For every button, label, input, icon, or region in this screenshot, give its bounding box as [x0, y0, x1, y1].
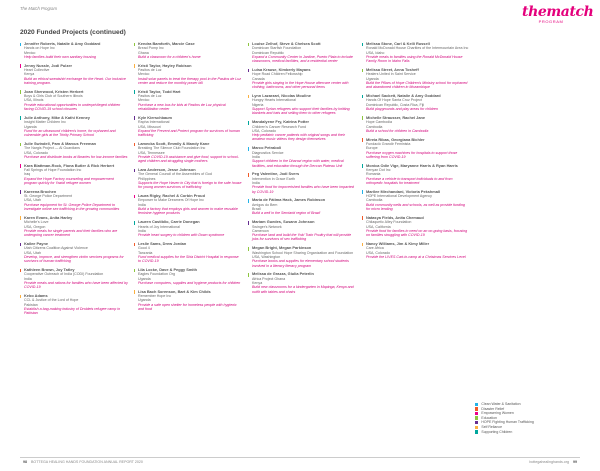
project-entry — [362, 42, 470, 63]
project-organization: Dominican Starfish Foundation — [252, 46, 302, 51]
project-location: USA, Oregon — [24, 224, 46, 229]
project-description: Support Syrian refugees who support their families by knitting blankets and hats and selling them to other refugees — [252, 107, 350, 116]
page-number-left: 98 — [23, 460, 27, 464]
project-organization: Empower to Make Dreamers Of Hope Inc — [138, 198, 204, 203]
project-location: Cambodia — [366, 124, 383, 129]
project-location: Uganda — [24, 124, 37, 129]
project-location: India — [24, 276, 32, 281]
project-location: Canada — [252, 76, 265, 81]
project-name: Kyle Kierschbaum — [138, 114, 172, 120]
project-entry — [134, 168, 242, 189]
project-name: Kebo Adams — [24, 293, 48, 299]
project-location: Europe — [366, 146, 378, 151]
footer-report-name: ANNUAL REPORT 2020 — [103, 460, 143, 464]
project-location: USA, Utah — [24, 250, 41, 255]
project-description: Provide food for impoverished families who have been impacted by COVID-19 — [252, 185, 354, 194]
legend-label: Disaster Relief — [481, 406, 505, 411]
project-location: Tanzania — [138, 250, 153, 255]
project-entry — [248, 272, 356, 293]
project-location: Kenya — [24, 72, 35, 77]
project-organization: Bread Pomp Inc — [138, 46, 164, 51]
project-entry — [20, 116, 128, 137]
project-entry — [134, 290, 242, 311]
project-organization: Heart Collective — [24, 68, 50, 73]
project-entry — [20, 64, 128, 85]
project-description: Provide educational opportunities to underprivileged children facing COVID-19 school closures — [24, 102, 121, 112]
project-location: USA, Colorado — [366, 250, 390, 255]
project-description: Provide girls staying in the Hope House aftercare center with clothing, bathrooms, and other personal items — [252, 80, 349, 90]
project-description: Purchase a new bus for kids at Pasitos de Luz physical rehabilitation center — [138, 102, 226, 112]
project-entry — [248, 120, 356, 141]
project-description: Fund medical supplies for the Shia District Hospital in response to COVID-19 — [138, 254, 239, 264]
project-description: Expand a Community Center in Jardine, Puerto Plata to include classrooms, medical facilities, and a residential center — [252, 54, 353, 64]
project-entry — [362, 190, 470, 211]
project-location: Cambodia — [366, 198, 383, 203]
project-name: Marco Petraboli — [252, 145, 282, 151]
project-description: Provide food for families in need on an on-going basis, focusing on families struggling with COVID-19 — [366, 228, 468, 238]
legend-label: Education — [481, 415, 497, 420]
project-entry — [134, 194, 242, 215]
project-location: Uganda — [138, 276, 151, 281]
project-organization: Children's Cancer Research Fund — [252, 124, 307, 129]
footer-left — [20, 460, 143, 464]
project-entry — [248, 220, 356, 241]
running-head: The Match Program — [20, 6, 58, 11]
project-entry — [134, 268, 242, 285]
project-organization: Care Africa — [366, 246, 384, 251]
project-description: Help pediatric cancer patients with original songs and their amateur music videos they design themselves — [252, 133, 345, 142]
project-description: Develop, improve, and strengthen victim services programs for survivors of human trafficking — [24, 254, 124, 264]
project-name: Monica Odie Vige, Maryanne Harris & Ryan Harris — [366, 162, 458, 168]
project-organization: CCL & Justice of the Lord of Hope — [24, 298, 79, 303]
project-name: Luisa Krause, Kimberly Mayans — [252, 67, 311, 73]
project-entry — [20, 142, 128, 159]
project-name: Kara Blattman-Rock, Fiona Butler & Rick Herbert — [24, 162, 115, 168]
project-description: Provide a safe open shelter for homeless people with hygienic and food — [138, 302, 237, 312]
project-description: Provide meals to families using the Ronald McDonald House Family Room in Idaho Falls — [366, 54, 463, 64]
project-name: Natasya Fields, Anita Chemaud — [366, 214, 424, 220]
project-entry — [134, 90, 242, 111]
project-organization: Diagnostics Service — [252, 150, 284, 155]
project-entry — [134, 64, 242, 85]
project-entry — [362, 94, 470, 111]
project-entry — [20, 190, 128, 211]
legend-label: Clean Water & Sanitation — [481, 402, 521, 406]
project-description: Install solar panels to treat the therapy pool in the Pasitos de Luz center and reduce the monthly power bill — [138, 76, 242, 85]
legend-swatch — [475, 403, 478, 406]
project-organization: Hearts of Joy International — [138, 224, 180, 229]
project-description: Build new classrooms for a kindergarten in Mapinga, Kenya and outfit with tables and chairs — [252, 285, 354, 294]
project-entry — [20, 242, 128, 263]
project-name: Nancy Williams, Jim & Kimy Miller — [366, 241, 430, 247]
project-entry — [362, 138, 470, 159]
project-organization: Kenyan Dot Inc — [366, 168, 391, 173]
project-entry — [20, 216, 128, 237]
project-description: Provide COVID-19 assistance and give food, support to school-aged children and struggling single mothers — [138, 154, 239, 164]
project-location: USA, Colorado — [24, 150, 48, 155]
project-description: Build a school for children in Cambodia — [366, 128, 429, 133]
project-location: Pakistan — [24, 302, 38, 307]
project-name: Megan Bright, Megan Parkinson — [252, 245, 312, 251]
project-location: Cameroon — [252, 228, 269, 233]
project-name: Karen Evans, Anita Harley — [24, 214, 73, 220]
project-entry — [362, 68, 470, 89]
project-name: Laura Rigby, Rachel & Corbin Proud — [138, 193, 205, 199]
project-location: Mexico — [138, 72, 150, 77]
project-name: Louise Zelhof, Steve & Chelsea Scott — [252, 41, 321, 46]
project-description: Help families build their own sanitary housing — [24, 54, 96, 59]
project-name: Mariam Guedes, Susann Johnson — [252, 219, 315, 225]
project-location: USA, Missouri — [138, 124, 161, 129]
project-name: Melissa Street, Anna Tosheff — [366, 67, 419, 73]
logo-subtitle: PROGRAM — [538, 19, 564, 24]
project-entry — [20, 42, 128, 59]
project-organization: The Nargis Project — Al Guardians — [24, 146, 80, 151]
project-name: Michelle Strausser, Rachel Jane — [366, 114, 426, 120]
project-entry — [248, 198, 356, 215]
project-name: Michael Sackett, Natalie & Amy Goddard — [366, 93, 441, 99]
project-location: Kenya — [252, 281, 263, 285]
project-location: USA, Utah — [24, 198, 41, 203]
project-entry — [20, 164, 128, 185]
project-name: Lara Anderson, Jesse Johnson — [138, 167, 196, 173]
project-description: Purchase computers, supplies and hygiene products for children — [138, 281, 241, 285]
project-entry — [248, 246, 356, 267]
project-description: Expand the Hope Factory counseling and empowerment program quickly for Yazidi refugee women — [24, 176, 114, 185]
project-name: Joan Sherwood, Kristen Herbert — [24, 88, 84, 94]
project-organization: Remember Hope Inc — [138, 294, 172, 299]
project-organization: St. George Police Department — [24, 194, 72, 199]
legend-swatch — [475, 412, 478, 415]
legend-swatch — [475, 426, 478, 429]
project-location: India — [252, 154, 260, 159]
project-name: Jenny Nussle, Jodi Pulzer — [24, 62, 73, 68]
section-title: 2020 Funded Projects (continued) — [20, 29, 126, 36]
project-location: Uganda — [138, 298, 151, 303]
project-entry — [362, 216, 470, 237]
project-name: Mireia Ribas, Georgiana Bichler — [366, 136, 425, 142]
project-column-3 — [248, 42, 356, 298]
project-entry — [134, 116, 242, 137]
project-organization: Breaking The Silence Club Foundation Inc — [138, 146, 206, 151]
project-description: Build a well in the Semiarid region of Brazil — [252, 211, 321, 216]
project-description: Build the Pillars of Hope Children's Ministry school for orphaned and abandoned children in Mozambique — [366, 80, 468, 90]
project-organization: Swinger's Network — [252, 224, 282, 229]
project-organization: Pasitos de Luz — [138, 68, 162, 73]
project-description: Support children in the Dharavi region with water, medical facilities, and education through the Deccan Plateau Unit — [252, 159, 344, 168]
project-description: Provide meals for single parents and their families who are undergoing cancer treatment — [24, 228, 118, 238]
project-description: Provide heart surgery to children with Down syndrome — [138, 233, 225, 238]
project-location: Philippines — [138, 176, 156, 181]
project-location: USA, California — [366, 224, 391, 229]
project-entry — [362, 116, 470, 133]
project-entry — [248, 146, 356, 167]
project-organization: Rapha International — [138, 120, 170, 125]
page-number-right: 99 — [573, 460, 577, 464]
project-entry — [248, 42, 356, 63]
project-name: Lauren Castiblio, Carrie Donegan — [138, 219, 200, 225]
project-organization: Michelle's Love — [24, 220, 49, 225]
project-description: Purchase and distribute books at libraries for low-income families — [24, 154, 128, 159]
project-name: Kareena Brochen — [24, 188, 57, 194]
project-name: Maria de Fátima Hack, James Robinson — [252, 197, 326, 203]
project-organization: Africa Project Ghana — [252, 276, 286, 281]
project-name: Kristi Taylor, Hayley Robison — [138, 62, 192, 68]
project-name: Julie Swindell, Pam & Marcus Freeman — [24, 141, 97, 147]
project-name: Lamecka Scott, Emmily & Mandy Kane — [138, 141, 210, 147]
project-name: Melissa de Grazza, Giulia Peterlin — [252, 271, 314, 277]
legend-label: Supporting Children — [481, 429, 513, 434]
project-location: USA, Illinois — [24, 98, 44, 103]
project-location: Romania — [366, 172, 381, 177]
project-entry — [134, 242, 242, 263]
project-name: Lisa Bach Sorenson, Bart & Kim Childs — [138, 288, 211, 294]
project-organization: Fall Springs of Hope Foundation Inc — [24, 168, 82, 173]
project-location: Uganda — [366, 76, 379, 81]
legend-label: HOPE Fighting Human Trafficking — [481, 420, 534, 425]
footer-org-name: BOTTEGA HEALING HANDS FOUNDATION — [31, 460, 103, 464]
project-organization: Utah Citizens Coalition Against Violence — [24, 246, 88, 251]
footer-divider — [20, 457, 580, 458]
project-column-4 — [362, 42, 470, 264]
project-organization: Boys & Girls Club of Southern Illinois — [24, 94, 83, 99]
project-entry — [362, 242, 470, 259]
project-name: Marilee Mirchandani, Victoria Pekshmall — [366, 188, 441, 194]
project-location: India — [252, 180, 260, 185]
project-description: Provide the LIVES Cart-in-camp at a Christmas Services Level — [366, 254, 466, 259]
legend-label: Self Reliance — [481, 424, 503, 429]
project-name: Jennifer Roberts, Natalie & Amy Goddard — [24, 41, 101, 46]
project-location: USA, Colorado — [252, 128, 276, 133]
legend-label: Empowering Women — [481, 411, 514, 416]
project-organization: Cooperative Outreach of India (CODI) Foundation — [24, 272, 104, 277]
project-name: Kailee Payne — [24, 241, 49, 247]
project-location: Mexico — [138, 98, 150, 103]
project-description: Fund for an ultrasound children's home, for orphaned and vulnerable girls at the Trinity Primary School — [24, 128, 116, 138]
project-name: Mandalyene Fry, Katrina Potter — [252, 119, 310, 125]
project-description: Purchase books and supplies for elementary school students involved in a literacy literacy program — [252, 259, 349, 268]
project-organization: Healers United in Saint Service — [366, 72, 416, 77]
logo-wordmark: thematch — [522, 4, 594, 20]
project-location: USA, Washington — [252, 254, 281, 259]
project-entry — [248, 68, 356, 89]
project-entry — [20, 268, 128, 289]
project-description: Build a classroom for a children's home — [138, 54, 201, 59]
project-name: Kendra Bamforth, Marcie Case — [138, 41, 195, 46]
project-organization: Chilaquetic Alley Foundation — [366, 220, 412, 225]
project-column-1 — [20, 42, 128, 320]
project-entry — [248, 94, 356, 115]
project-description: Build community wells and schools, as well as provide funding for micro lending — [366, 202, 465, 212]
project-description: Build an ethical sweatshirt exchange for the Heart. Our inclusive training program. — [24, 76, 126, 85]
project-description: Provide meals and rations for families who have been affected by COVID-19 — [24, 281, 128, 290]
project-organization: Hands Of Hope Santa Cruz Project — [366, 98, 422, 103]
project-name: Lila Locke, Dave & Peggy Smith — [138, 267, 198, 273]
logo — [522, 4, 594, 24]
project-column-2 — [134, 42, 242, 316]
project-location: Iraq — [24, 172, 31, 177]
legend-swatch — [475, 416, 478, 419]
project-description: Build playgrounds and play areas for children — [366, 107, 438, 112]
project-entry — [134, 220, 242, 237]
project-location: Dominican Republic — [252, 50, 284, 55]
project-entry — [134, 42, 242, 59]
project-entry — [20, 294, 128, 315]
project-name: Kristi Taylor, Todd Hart — [138, 88, 181, 94]
project-description: Build a factory that employs girls and women to make reusable feminine hygiene products — [138, 207, 238, 216]
project-organization: Hope Road Children Fellowship — [252, 72, 303, 77]
project-location: India — [138, 202, 146, 207]
project-location: Dominican Republic, Costa Rica, Fiji — [366, 102, 425, 107]
project-organization: Hope Cambodia — [366, 120, 392, 125]
project-organization: Pasitos de Luz — [138, 94, 162, 99]
project-location: India — [138, 228, 146, 233]
project-organization: Hungry Hearts International — [252, 98, 296, 103]
project-organization: The General Council of the Assemblies of God — [138, 172, 212, 177]
category-legend — [475, 402, 583, 434]
project-name: Kathleen Brown, Joy Tatley — [24, 267, 75, 273]
project-entry — [248, 172, 356, 193]
project-entry — [362, 164, 470, 185]
project-description: Supports the Hope Haven in City that is foreign to the safe house for young women survivors of trafficking — [138, 180, 242, 190]
footer-right — [529, 460, 580, 464]
legend-swatch — [475, 421, 478, 424]
project-organization: Amigos do Bem — [252, 202, 278, 207]
legend-item — [475, 430, 583, 435]
project-location: USA, Idaho — [366, 50, 385, 55]
project-location: USA, Tennessee — [138, 150, 165, 155]
project-description: Establish a bag-making industry of Droblets refugee camp in Pakistan — [24, 307, 121, 316]
project-name: Lynn Lazarzari, Nicolas Mouline — [252, 93, 311, 99]
project-description: Purchase equipment for St. George Police Department to investigate online sex trafficking in the growing communities — [24, 202, 120, 212]
project-organization: Intervention in Grace Earth — [252, 176, 295, 181]
project-description: Purchase land and build the Yoki Train Poultry that will provide jobs for survivors of sex trafficking — [252, 233, 352, 242]
project-name: Peg Valentine, Jodi Svers — [252, 171, 300, 177]
project-organization: Ronald McDonald House Charities of the Intermountain Area Inc — [366, 46, 469, 51]
project-name: Julie Anthony, Mike & Kathi Kenney — [24, 114, 90, 120]
project-location: Mexico — [24, 50, 36, 55]
legend-swatch — [475, 430, 478, 433]
project-organization: Good 4 — [138, 246, 150, 251]
project-organization: Eagles Foundation Org — [138, 272, 175, 277]
project-organization: HOPE International Development Agency — [366, 194, 432, 199]
project-description: Expand the Prevent and Protect program for survivors of human trafficking — [138, 128, 240, 138]
project-organization: Washington School Hope Sharing Organization and Foundation — [252, 250, 354, 255]
project-location: Nigeria — [252, 102, 264, 107]
footer-website-link[interactable]: bottegahealinghands.org — [529, 460, 569, 464]
project-entry — [134, 142, 242, 163]
project-organization: Fundació Grandir Feminista — [366, 142, 411, 147]
project-organization: Hands on Hope Inc — [24, 46, 55, 51]
project-location: Brazil — [252, 207, 261, 212]
project-description: Purchase oxygen machines for hospitals to support those suffering from COVID-19 — [366, 150, 458, 159]
project-name: Melissa Stone, Carl & Kelli Russell — [366, 41, 430, 46]
project-name: Leslie Sams, Drew Jordan — [138, 241, 187, 247]
legend-swatch — [475, 407, 478, 410]
project-organization: Insight Matter Children Inc — [24, 120, 66, 125]
project-location: Ghana — [138, 50, 149, 55]
project-description: Purchase a vehicle to transport individuals to and from orthopedic hospitals for treatment — [366, 176, 453, 185]
project-entry — [20, 90, 128, 111]
